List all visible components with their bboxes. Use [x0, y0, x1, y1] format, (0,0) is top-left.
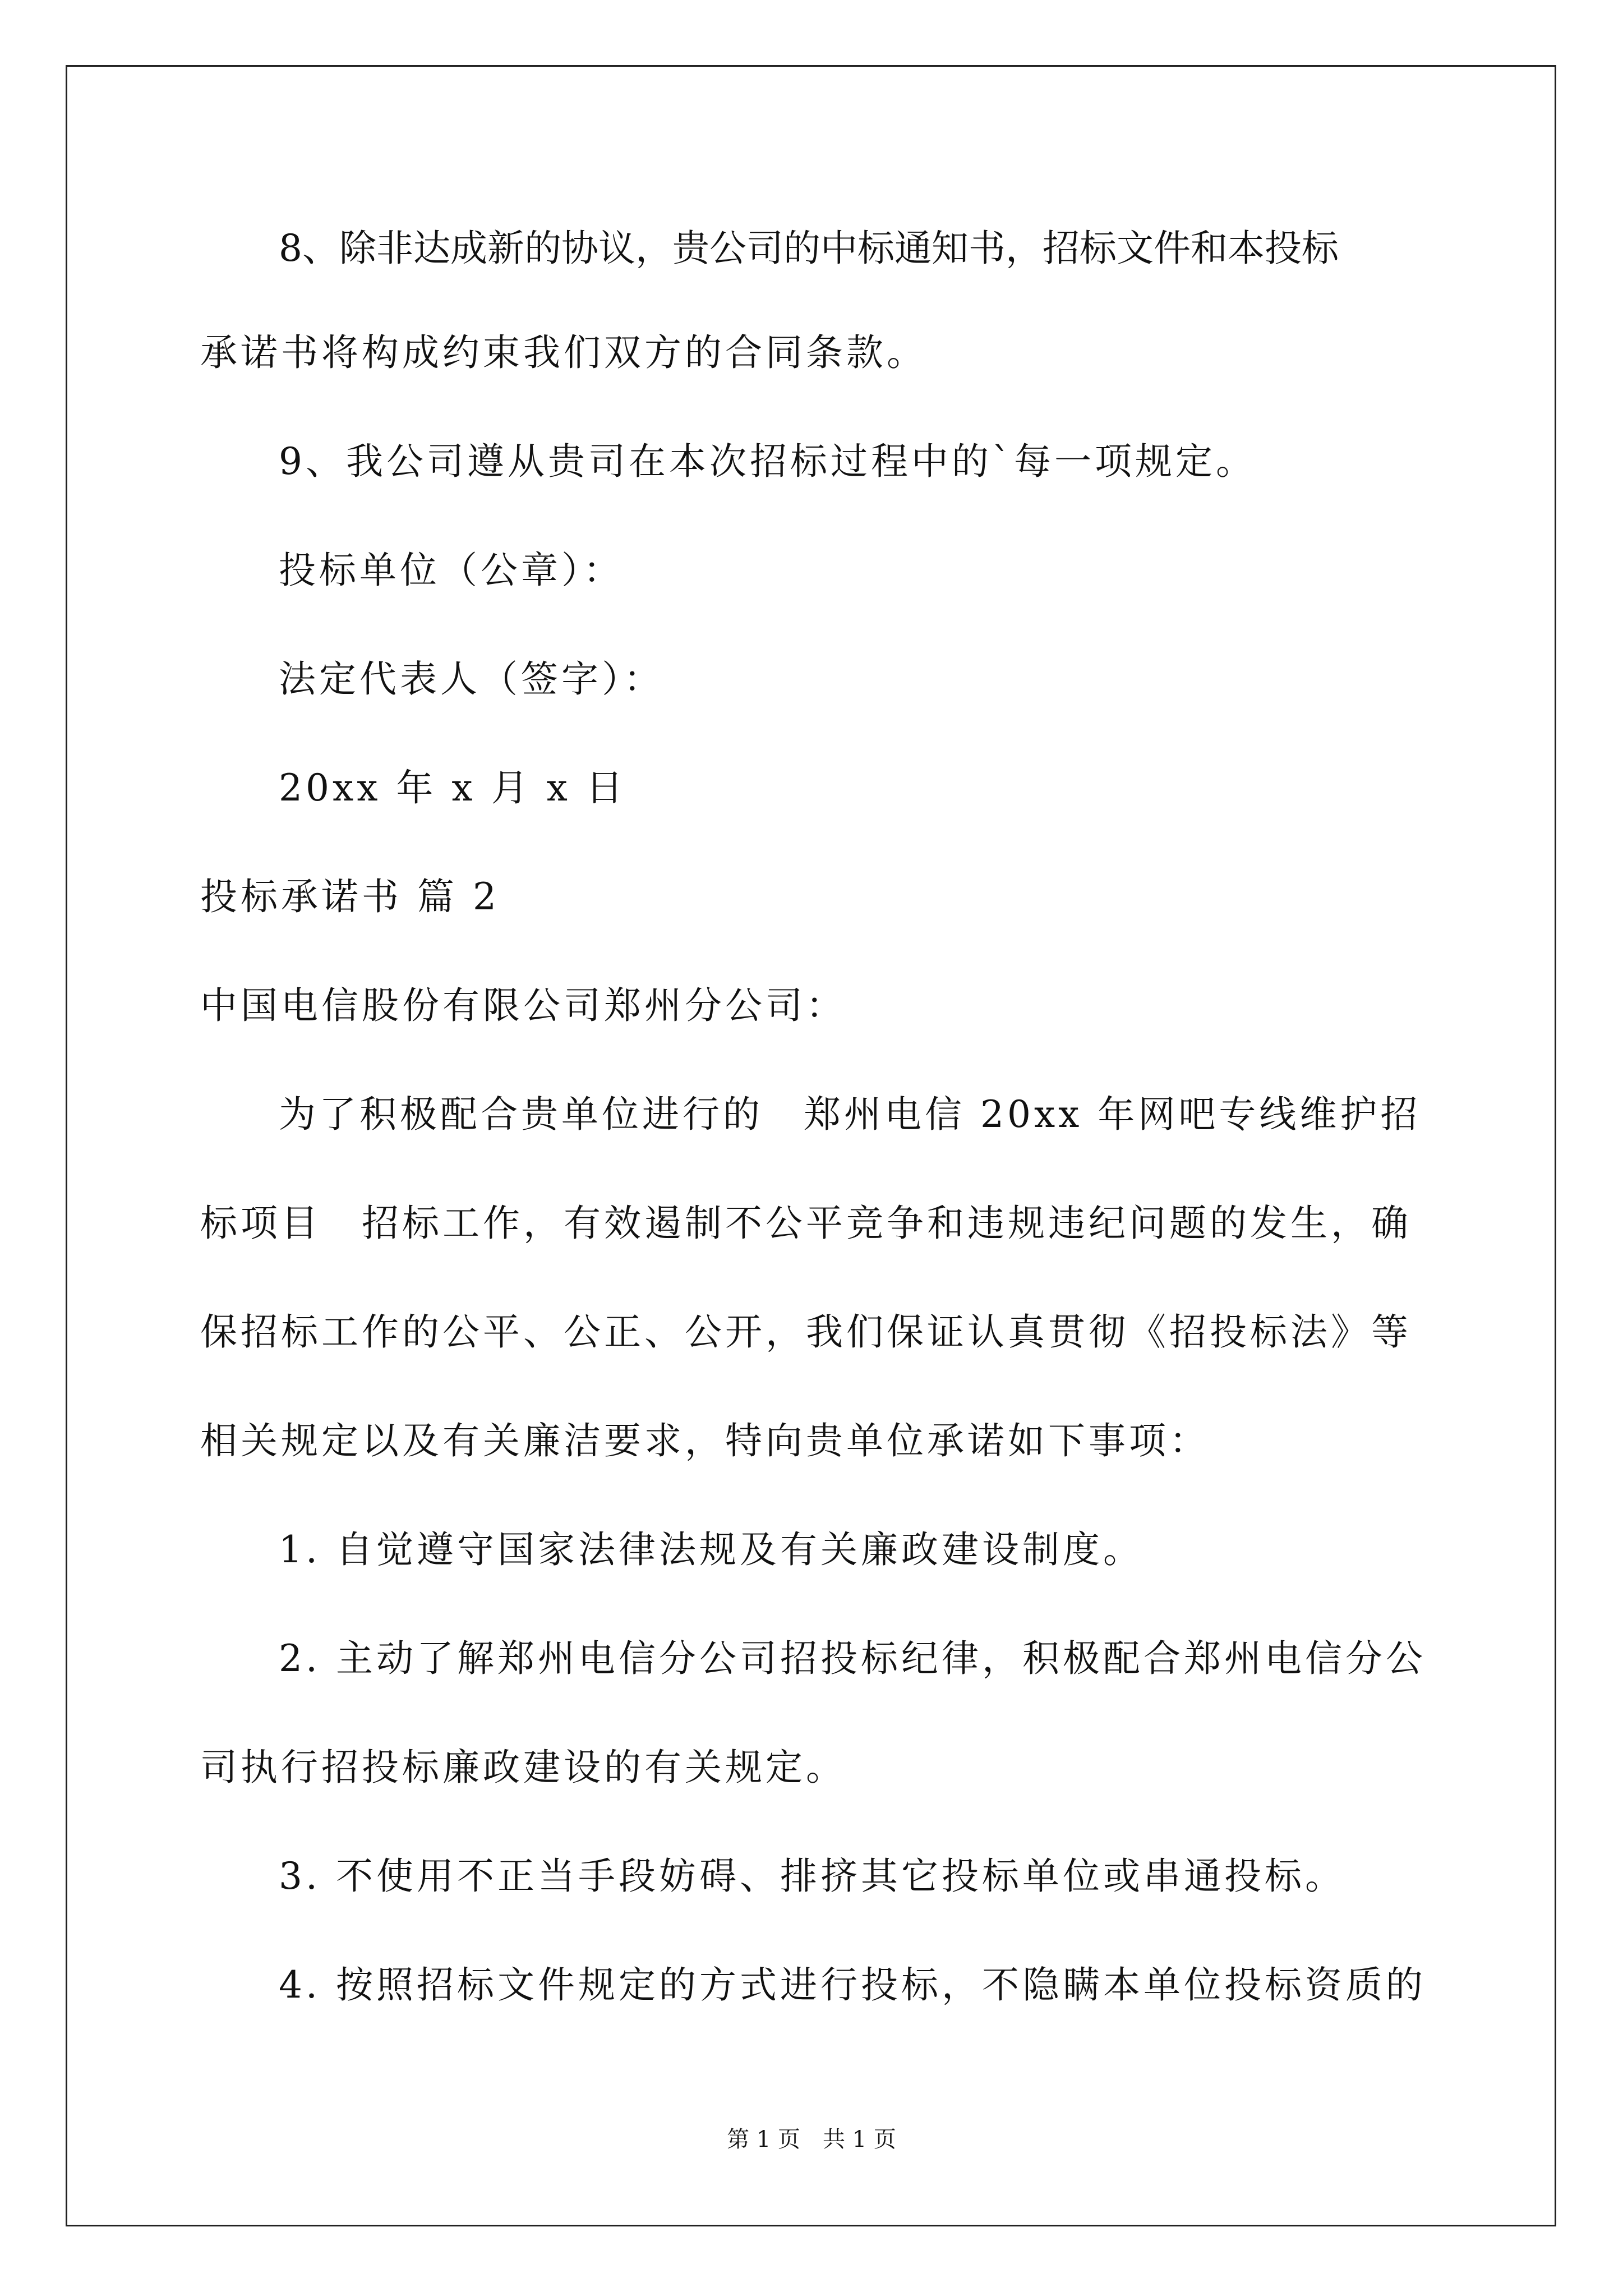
signature-unit-label: 投标单位（公章）： [279, 549, 624, 592]
list-item: 4. 按照招标文件规定的方式进行投标，不隐瞒本单位投标资质的 [279, 1963, 1426, 2007]
paragraph-line [279, 227, 1428, 270]
page-border [66, 65, 1556, 2226]
section-heading: 投标承诺书 篇 2 [200, 875, 500, 918]
paragraph-line: 承诺书将构成约束我们双方的合同条款。 [200, 331, 927, 374]
page-footer: 第 1 页 共 1 页 [727, 2127, 896, 2152]
list-item: 1. 自觉遵守国家法律法规及有关廉政建设制度。 [279, 1528, 1144, 1571]
paragraph-line: 标项目 招标工作，有效遏制不公平竞争和违规违纪问题的发生，确 [200, 1202, 1412, 1245]
paragraph-line: 保招标工作的公平、公正、公开，我们保证认真贯彻《招投标法》等 [200, 1310, 1412, 1354]
addressee: 中国电信股份有限公司郑州分公司： [200, 984, 846, 1027]
paragraph-line: 9、我公司遵从贵司在本次招标过程中的`每一项规定。 [279, 440, 1256, 483]
list-item-continuation: 司执行招投标廉政建设的有关规定。 [200, 1746, 846, 1789]
list-item: 2. 主动了解郑州电信分公司招投标纪律，积极配合郑州电信分公 [279, 1637, 1426, 1680]
list-item: 3. 不使用不正当手段妨碍、排挤其它投标单位或串通投标。 [279, 1855, 1345, 1898]
paragraph-line: 相关规定以及有关廉洁要求，特向贵单位承诺如下事项： [200, 1419, 1210, 1462]
line-text: 8、除非达成新的协议，贵公司的中标通知书，招标文件和本投标 [279, 227, 1339, 270]
date-line: 20xx 年 x 月 x 日 [279, 766, 626, 809]
paragraph-line: 为了积极配合贵单位进行的 郑州电信 20xx 年网吧专线维护招 [279, 1093, 1421, 1136]
legal-representative-label: 法定代表人（签字）： [279, 657, 664, 701]
